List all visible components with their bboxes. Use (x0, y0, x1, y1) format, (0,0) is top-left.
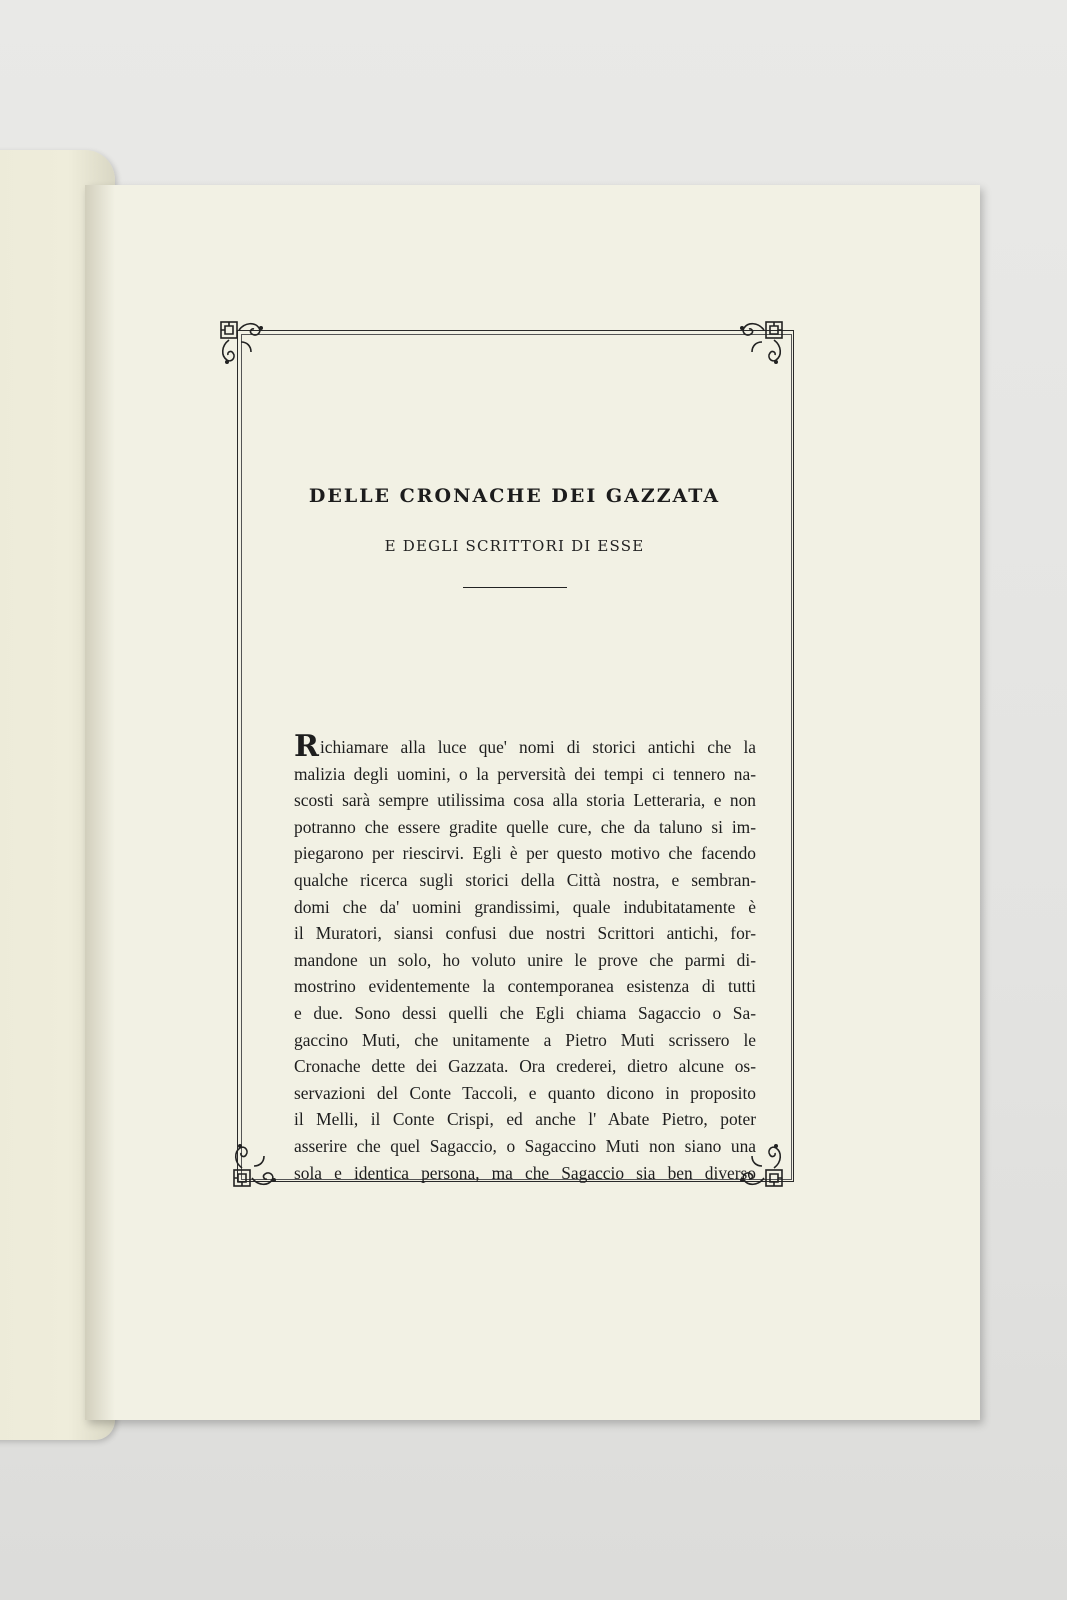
title-divider (463, 587, 567, 588)
corner-ornament-bottom-left-icon (230, 1130, 290, 1190)
text-line: domi che da' uomini grandissimi, quale indubitatamente è (294, 896, 756, 917)
text-line: gaccino Muti, che unitamente a Pietro Muti scrissero le (294, 1029, 756, 1050)
text-line: servazioni del Conte Taccoli, e quanto dicono in proposito (294, 1082, 756, 1103)
text-line: asserire che quel Sagaccio, o Sagaccino Muti non siano una (294, 1135, 756, 1156)
text-line: scosti sarà sempre utilissima cosa alla storia Letteraria, e non (294, 790, 756, 811)
text-line: mandone un solo, ho voluto unire le prove che parmi di- (294, 949, 756, 970)
text-line: qualche ricerca sugli storici della Città nostra, e sembran- (294, 869, 756, 890)
text-line: potranno che essere gradite quelle cure, che da taluno si im- (294, 816, 756, 837)
gutter-shadow (85, 185, 115, 1420)
body-paragraph (294, 729, 756, 1186)
text-line: piegarono per riescirvi. Egli è per questo motivo che facendo (294, 843, 756, 864)
text-line: e due. Sono dessi quelli che Egli chiama Sagaccio o Sa- (294, 1002, 756, 1023)
page-title: DELLE CRONACHE DEI GAZZATA (308, 485, 721, 507)
drop-cap: R (294, 729, 319, 764)
text-line: mostrino evidentemente la contemporanea esistenza di tutti (294, 976, 756, 997)
text-line: il Melli, il Conte Crispi, ed anche l' Abate Pietro, poter (294, 1109, 756, 1130)
page-subtitle: E DEGLI SCRITTORI DI ESSE (384, 537, 645, 555)
text-line: sola e identica persona, ma che Sagaccio sia ben diverso (294, 1162, 756, 1183)
text-line: malizia degli uomini, o la perversità dei tempi ci tennero na- (294, 763, 756, 784)
text-line: Cronache dette dei Gazzata. Ora crederei, dietro alcune os- (294, 1056, 756, 1077)
text-line: Richiamare alla luce que' nomi di storici antichi che la (294, 729, 756, 764)
text-line: il Muratori, siansi confusi due nostri Scrittori antichi, for- (294, 923, 756, 944)
corner-ornament-top-left-icon (217, 318, 277, 378)
corner-ornament-top-right-icon (726, 318, 786, 378)
